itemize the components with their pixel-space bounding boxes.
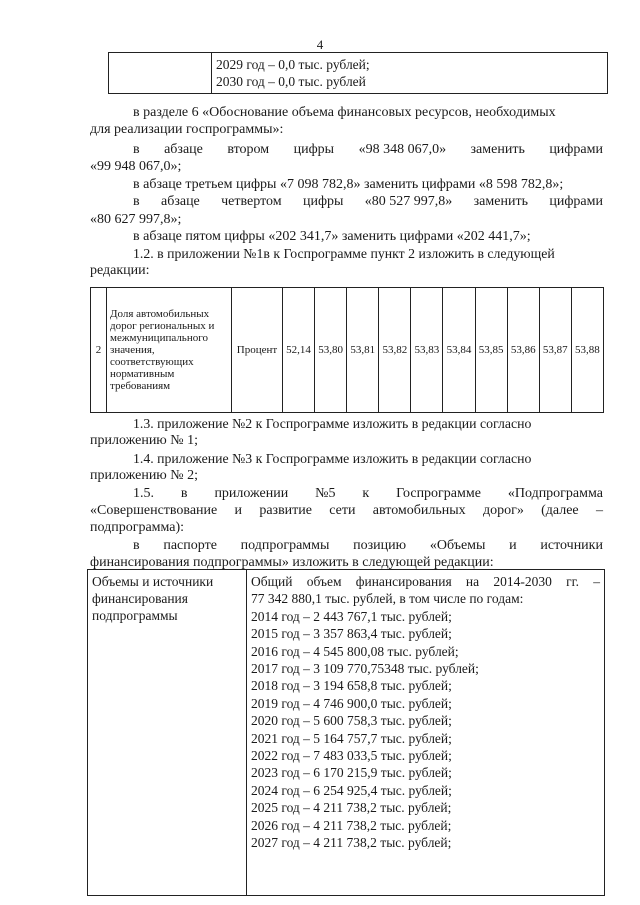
- finance-year-line: 2014 год – 2 443 767,1 тыс. рублей;: [251, 608, 452, 624]
- para-abz4-line1: в абзаце четвертом цифры «80 527 997,8» заменить цифрами: [133, 194, 603, 209]
- para-abz5: в абзаце пятом цифры «202 341,7» заменить цифрами «202 441,7»;: [133, 229, 531, 244]
- indicator-value: 53,81: [347, 288, 379, 413]
- indicator-number: 2: [91, 288, 107, 413]
- finance-year-line: 2020 год – 5 600 758,3 тыс. рублей;: [251, 713, 452, 729]
- finance-year-line: 2022 год – 7 483 033,5 тыс. рублей;: [251, 748, 452, 764]
- para-1-2-line2: редакции:: [90, 263, 150, 278]
- para-1-3-line1: 1.3. приложение №2 к Госпрограмме изложить в редакции согласно: [133, 416, 532, 431]
- para-1-2-line1: 1.2. в приложении №1в к Госпрограмме пункт 2 изложить в следующей: [133, 246, 555, 261]
- finance-year-line: 2023 год – 6 170 215,9 тыс. рублей;: [251, 765, 452, 781]
- finance-right-cell: [247, 570, 605, 896]
- finance-left-label: Объемы и источники финансирования подпрограммы: [88, 570, 247, 896]
- indicator-unit: Процент: [232, 288, 283, 413]
- indicator-value: 53,87: [539, 288, 571, 413]
- indicator-table: [90, 287, 604, 413]
- indicator-value: 53,85: [475, 288, 507, 413]
- top-continuation-table: [108, 52, 608, 94]
- finance-year-line: 2016 год – 4 545 800,08 тыс. рублей;: [251, 643, 459, 659]
- indicator-value: 53,82: [379, 288, 411, 413]
- indicator-value: 53,83: [411, 288, 443, 413]
- finance-year-line: 2026 год – 4 211 738,2 тыс. рублей;: [251, 817, 452, 833]
- finance-year-line: 2018 год – 3 194 658,8 тыс. рублей;: [251, 678, 452, 694]
- para-section6-line1: в разделе 6 «Обоснование объема финансовых ресурсов, необходимых: [133, 105, 556, 120]
- para-1-4-line2: приложению № 2;: [90, 468, 199, 483]
- indicator-value: 53,84: [443, 288, 475, 413]
- para-1-5-line3: подпрограмма):: [90, 520, 185, 535]
- indicator-value: 52,14: [283, 288, 315, 413]
- indicator-value: 53,86: [507, 288, 539, 413]
- para-section6-line2: для реализации госпрограммы»:: [90, 122, 284, 137]
- finance-year-line: 2017 год – 3 109 770,75348 тыс. рублей;: [251, 661, 479, 677]
- finance-year-line: 2021 год – 5 164 757,7 тыс. рублей;: [251, 730, 452, 746]
- finance-intro-line1: Общий объем финансирования на 2014-2030 гг. –: [251, 574, 600, 589]
- finance-year-line: 2025 год – 4 211 738,2 тыс. рублей;: [251, 800, 452, 816]
- indicator-value: 53,88: [571, 288, 603, 413]
- para-1-4-line1: 1.4. приложение №3 к Госпрограмме изложить в редакции согласно: [133, 451, 532, 466]
- indicator-value: 53,80: [315, 288, 347, 413]
- para-passport-line1: в паспорте подпрограммы позицию «Объемы и источники: [133, 538, 603, 553]
- indicator-name: Доля автомобильных дорог региональных и межмуниципального значения, соответствующих нормативным требованиям: [107, 288, 232, 413]
- para-1-5-line1: 1.5. в приложении №5 к Госпрограмме «Подпрограмма: [133, 486, 603, 501]
- top-table-line: 2030 год – 0,0 тыс. рублей: [216, 74, 366, 89]
- finance-year-line: 2024 год – 6 254 925,4 тыс. рублей;: [251, 782, 452, 798]
- finance-year-line: 2015 год – 3 357 863,4 тыс. рублей;: [251, 626, 452, 642]
- para-abz2-line2: «99 948 067,0»;: [90, 159, 182, 174]
- para-abz2-line1: в абзаце втором цифры «98 348 067,0» заменить цифрами: [133, 142, 603, 157]
- top-table-line: 2029 год – 0,0 тыс. рублей;: [216, 57, 370, 72]
- top-table-empty-cell: [109, 53, 212, 94]
- page-number: 4: [316, 37, 324, 52]
- finance-year-line: 2019 год – 4 746 900,0 тыс. рублей;: [251, 695, 452, 711]
- finance-table: [87, 569, 605, 896]
- para-1-3-line2: приложению № 1;: [90, 433, 199, 448]
- para-abz4-line2: «80 627 997,8»;: [90, 212, 182, 227]
- para-passport-line2: финансирования подпрограммы» изложить в следующей редакции:: [90, 555, 494, 570]
- indicator-row: [91, 288, 604, 413]
- finance-year-line: 2027 год – 4 211 738,2 тыс. рублей;: [251, 835, 452, 851]
- para-1-5-line2: «Совершенствование и развитие сети автомобильных дорог» (далее –: [90, 503, 603, 518]
- top-table-cell: [212, 53, 608, 94]
- finance-intro-line2: 77 342 880,1 тыс. рублей, в том числе по годам:: [251, 591, 524, 607]
- para-abz3: в абзаце третьем цифры «7 098 782,8» заменить цифрами «8 598 782,8»;: [133, 177, 564, 192]
